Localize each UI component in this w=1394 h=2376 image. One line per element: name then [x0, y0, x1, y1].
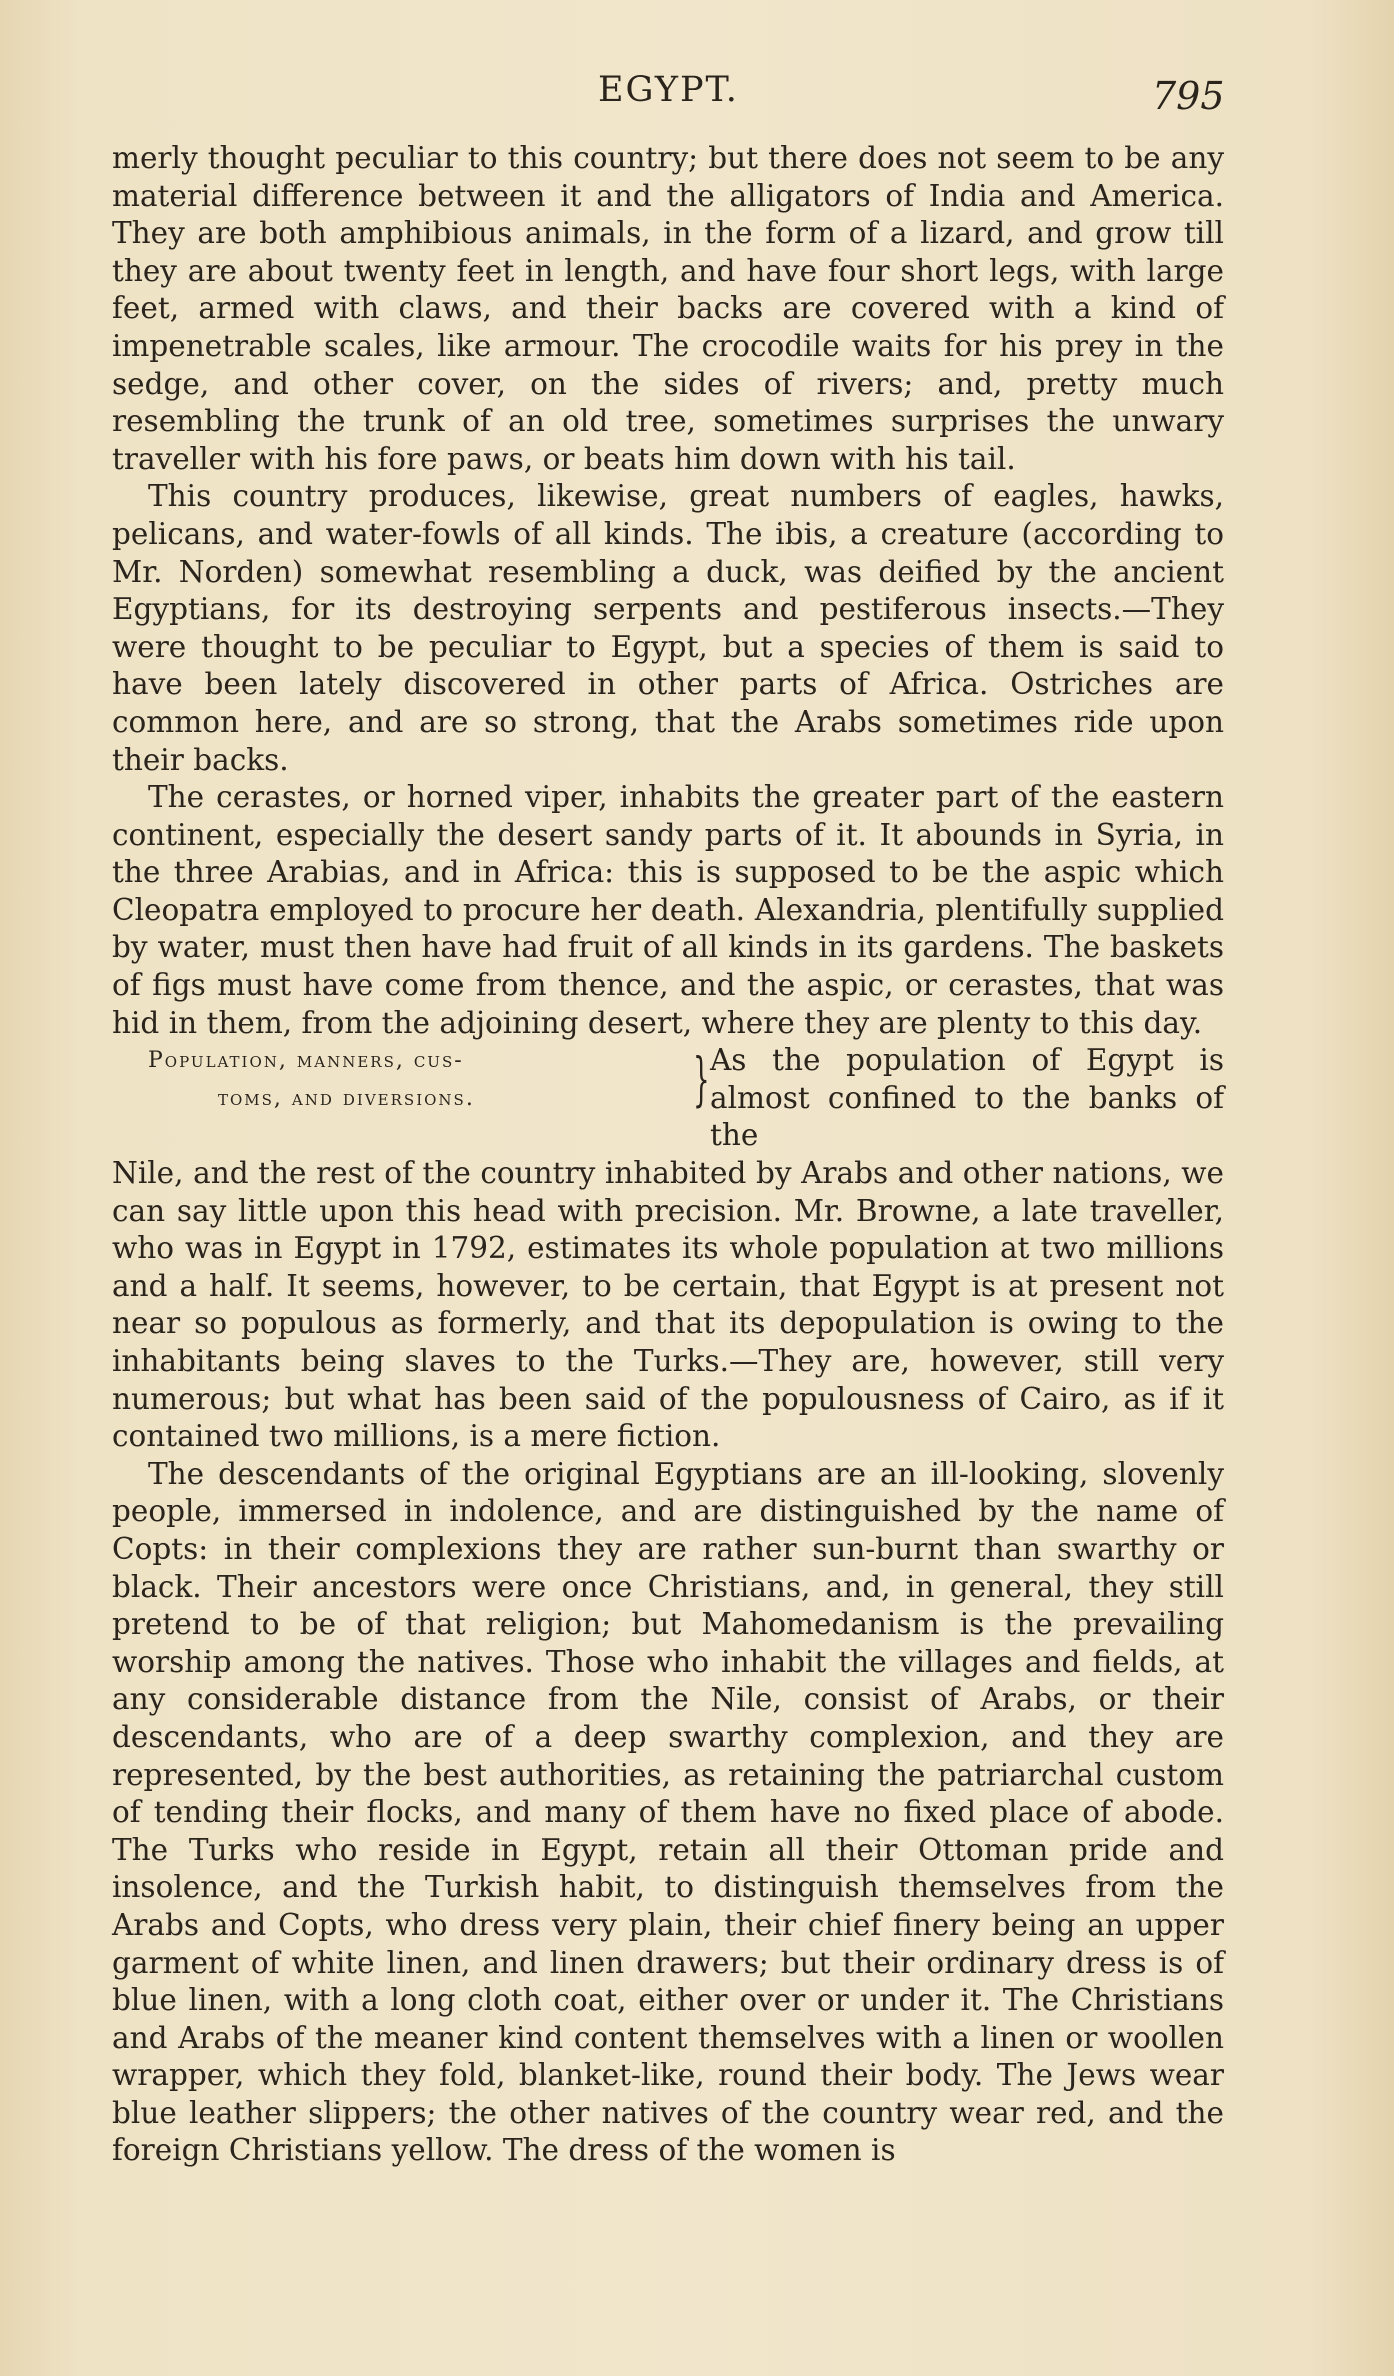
paragraph-cerastes: The cerastes, or horned viper, inhabits the greater part of the eastern continent, especially the desert sandy parts of it. It abounds in Syria, in the three Arabias, and in Africa: this is supposed to be the aspic which Cleopatra employed to procure her death. Alexandria, plentifully supplied by water, must then have had fruit of all kinds in its gardens. The baskets of figs must have come from thence, and the aspic, or cerastes, that was hid in them, from the adjoining desert, where they are plenty to this day.	[112, 780, 1224, 1040]
paragraph-crocodile: merly thought peculiar to this country; but there does not seem to be any material difference between it and the alligators of India and America. They are both amphibious animals, in the form of a lizard, and grow till they are about twenty feet in length, and have four short legs, with large feet, armed with claws, and their backs are covered with a kind of impenetrable scales, like armour. The crocodile waits for his prey in the sedge, and other cover, on the sides of rivers; and, pretty much resembling the trunk of an old tree, sometimes surprises the unwary traveller with his fore paws, or beats him down with his tail.	[112, 141, 1224, 476]
side-heading	[148, 1042, 688, 1117]
paragraph-population: Nile, and the rest of the country inhabited by Arabs and other nations, we can say little upon this head with precision. Mr. Browne, a late traveller, who was in Egypt in 1792, estimates its whole population at two millions and a half. It seems, however, to be certain, that Egypt is at present not near so populous as formerly, and that its depopulation is owing to the inhabitants being slaves to the Turks.—They are, however, still very numerous; but what has been said of the populousness of Cairo, as if it contained two millions, is a mere fiction.	[112, 1156, 1224, 1454]
running-head	[0, 70, 1394, 120]
body-text	[112, 140, 1224, 2170]
population-intro: As the population of Egypt is almost confined to the banks of the	[710, 1043, 1224, 1153]
paragraph-birds: This country produces, likewise, great numbers of eagles, hawks, pelicans, and water-fowls of all kinds. The ibis, a creature (according to Mr. Norden) somewhat resembling a duck, was deified by the ancient Egyptians, for its destroying serpents and pestiferous insects.—They were thought to be peculiar to Egypt, but a species of them is said to have been lately discovered in other parts of Africa. Ostriches are common here, and are so strong, that the Arabs sometimes ride upon their backs.	[112, 479, 1224, 777]
paragraph-descendants: The descendants of the original Egyptians are an ill-looking, slovenly people, immersed in indolence, and are distinguished by the name of Copts: in their complexions they are rather sun-burnt than swarthy or black. Their ancestors were once Christians, and, in general, they still pretend to be of that religion; but Mahomedanism is the prevailing worship among the natives. Those who inhabit the villages and fields, at any considerable distance from the Nile, consist of Arabs, or their descendants, who are of a deep swarthy complexion, and they are represented, by the best authorities, as retaining the patriarchal custom of tending their flocks, and many of them have no fixed place of abode. The Turks who reside in Egypt, retain all their Ottoman pride and insolence, and the Turkish habit, to distinguish themselves from the Arabs and Copts, who dress very plain, their chief finery being an upper garment of white linen, and linen drawers; but their ordinary dress is of blue linen, with a long cloth coat, either over or under it. The Christians and Arabs of the meaner kind content themselves with a linen or woollen wrapper, which they fold, blanket-like, round their body. The Jews wear blue leather slippers; the other natives of the country wear red, and the foreign Christians yellow. The dress of the women is	[112, 1456, 1224, 2168]
brace-icon: }	[692, 1045, 710, 1114]
side-heading-line-2: toms, and diversions.	[218, 1085, 475, 1111]
side-heading-line-1: Population, manners, cus-	[148, 1048, 464, 1074]
running-title: EGYPT.	[598, 70, 739, 110]
section-population	[112, 1042, 1224, 1155]
page-number: 795	[1152, 74, 1225, 118]
